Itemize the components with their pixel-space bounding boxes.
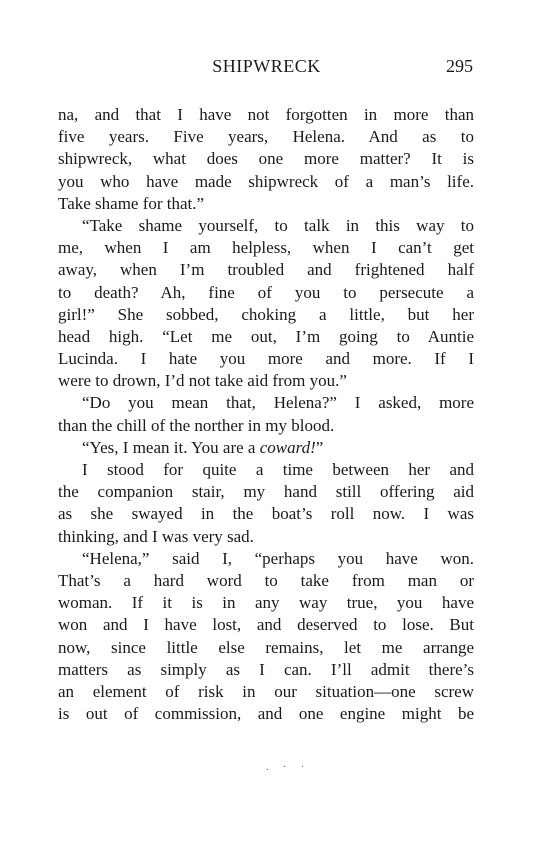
text-line: the companion stair, my hand still offering aid <box>58 482 474 502</box>
text-line: shipwreck, what does one more matter? It is <box>58 149 474 169</box>
text-line: head high. “Let me out, I’m going to Auntie <box>58 326 474 346</box>
text-line: is out of commission, and one engine might be <box>58 704 474 724</box>
running-head: SHIPWRECK <box>212 56 321 76</box>
text-line: woman. If it is in any way true, you have <box>58 593 474 613</box>
text-line: matters as simply as I can. I’ll admit there’s <box>58 659 474 679</box>
text-line: than the chill of the norther in my blood. <box>58 415 335 435</box>
text-line: you who have made shipwreck of a man’s life. <box>58 171 474 191</box>
print-specks: . · · <box>266 762 311 773</box>
body-text <box>58 104 474 725</box>
text-line: now, since little else remains, let me arrange <box>58 637 474 657</box>
text-line: I stood for quite a time between her and <box>82 460 474 479</box>
text-line: na, and that I have not forgotten in more than <box>58 105 474 124</box>
text-line: thinking, and I was very sad. <box>58 526 254 546</box>
text-line: as she swayed in the boat’s roll now. I was <box>58 504 474 524</box>
text-line: girl!” She sobbed, choking a little, but her <box>58 304 474 324</box>
text-line: “Yes, I mean it. You are a coward!” <box>82 437 324 457</box>
text-line: That’s a hard word to take from man or <box>58 570 474 590</box>
page-header <box>60 56 473 82</box>
text-line: “Helena,” said I, “perhaps you have won. <box>82 548 474 568</box>
text-line: Take shame for that.” <box>58 193 205 213</box>
text-line: were to drown, I’d not take aid from you.” <box>58 371 347 391</box>
text-line: won and I have lost, and deserved to lose. But <box>58 615 474 635</box>
text-line: “Take shame yourself, to talk in this way to <box>82 215 474 235</box>
text-line: five years. Five years, Helena. And as to <box>58 127 474 147</box>
text-line: me, when I am helpless, when I can’t get <box>58 238 474 258</box>
text-line: to death? Ah, fine of you to persecute a <box>58 282 474 302</box>
text-line: “Do you mean that, Helena?” I asked, more <box>82 393 474 413</box>
text-line: an element of risk in our situation—one screw <box>58 681 474 701</box>
page-number: 295 <box>446 56 473 76</box>
text-line: away, when I’m troubled and frightened half <box>58 260 474 280</box>
text-line: Lucinda. I hate you more and more. If I <box>58 349 474 369</box>
